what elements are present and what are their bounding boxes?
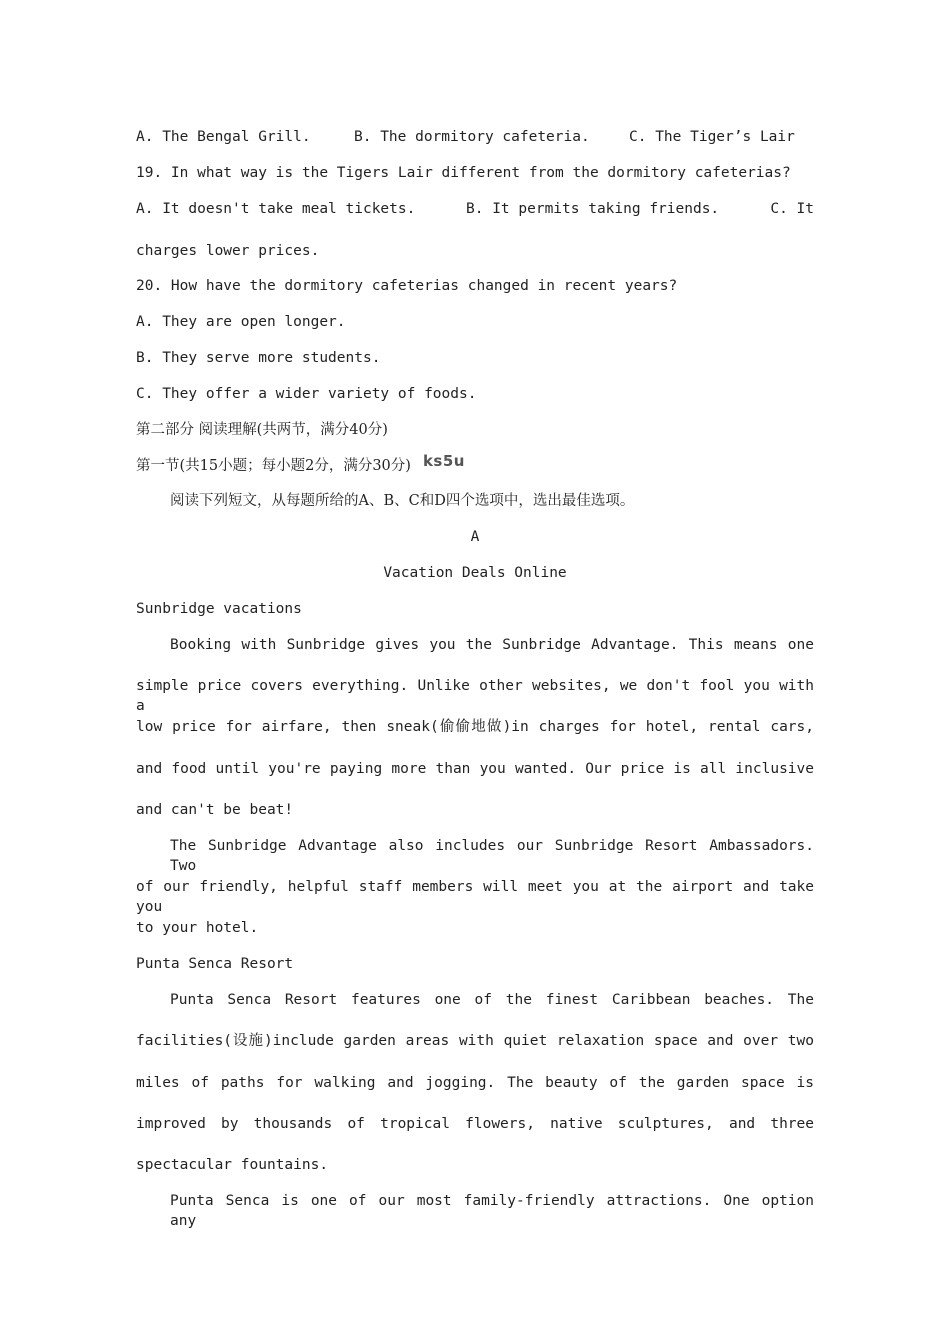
paragraph-line: to your hotel. bbox=[136, 920, 259, 936]
paragraph-line: of our friendly, helpful staff members will meet you at the airport and take you bbox=[136, 879, 814, 915]
q20-option-b: B. They serve more students. bbox=[136, 350, 381, 366]
q18-option-b: B. The dormitory cafeteria. bbox=[354, 129, 590, 145]
q19-option-c-end: charges lower prices. bbox=[136, 243, 320, 259]
paragraph-line: Punta Senca Resort features one of the finest Caribbean beaches. The bbox=[170, 992, 814, 1008]
paragraph-line: facilities(设施)include garden areas with quiet relaxation space and over two bbox=[136, 1033, 814, 1049]
paragraph-line: simple price covers everything. Unlike other websites, we don't fool you with a bbox=[136, 678, 814, 714]
paragraph-line: improved by thousands of tropical flowers, native sculptures, and three bbox=[136, 1116, 814, 1132]
q18-option-a: A. The Bengal Grill. bbox=[136, 129, 311, 145]
ks5u-logo: ks5u bbox=[422, 452, 465, 470]
subsection-title: 第一节(共15小题；每小题2分，满分30分) bbox=[136, 458, 411, 474]
paragraph-line: low price for airfare, then sneak(偷偷地做)in charges for hotel, rental cars, bbox=[136, 719, 814, 735]
q19-option-a: A. It doesn't take meal tickets. bbox=[136, 201, 416, 217]
q19-option-b: B. It permits taking friends. bbox=[466, 201, 720, 217]
q19-option-c-start: C. It bbox=[770, 201, 814, 217]
paragraph-line: Booking with Sunbridge gives you the Sunbridge Advantage. This means one bbox=[170, 637, 814, 653]
paragraph-line: Punta Senca is one of our most family-friendly attractions. One option any bbox=[170, 1193, 814, 1229]
paragraph-line: and food until you're paying more than you wanted. Our price is all inclusive bbox=[136, 761, 814, 777]
paragraph-line: The Sunbridge Advantage also includes our Sunbridge Resort Ambassadors. Two bbox=[170, 838, 814, 874]
q20-option-a: A. They are open longer. bbox=[136, 314, 346, 330]
q20-option-c: C. They offer a wider variety of foods. bbox=[136, 386, 477, 402]
q19-question: 19. In what way is the Tigers Lair different from the dormitory cafeterias? bbox=[136, 165, 791, 181]
paragraph-line: spectacular fountains. bbox=[136, 1157, 329, 1173]
passage-letter: A bbox=[470, 529, 480, 545]
passage-title: Vacation Deals Online bbox=[383, 565, 567, 581]
instruction: 阅读下列短文，从每题所给的A、B、C和D四个选项中，选出最佳选项。 bbox=[170, 493, 635, 509]
paragraph-line: miles of paths for walking and jogging. The beauty of the garden space is bbox=[136, 1075, 814, 1091]
subsection-title-row bbox=[136, 452, 814, 476]
part-title: 第二部分 阅读理解(共两节，满分40分) bbox=[136, 422, 388, 438]
q20-question: 20. How have the dormitory cafeterias changed in recent years? bbox=[136, 278, 678, 294]
section-heading-punta-senca: Punta Senca Resort bbox=[136, 956, 294, 972]
paragraph-line: and can't be beat! bbox=[136, 802, 294, 818]
q18-option-c: C. The Tiger’s Lair bbox=[629, 129, 795, 145]
section-heading-sunbridge: Sunbridge vacations bbox=[136, 601, 302, 617]
